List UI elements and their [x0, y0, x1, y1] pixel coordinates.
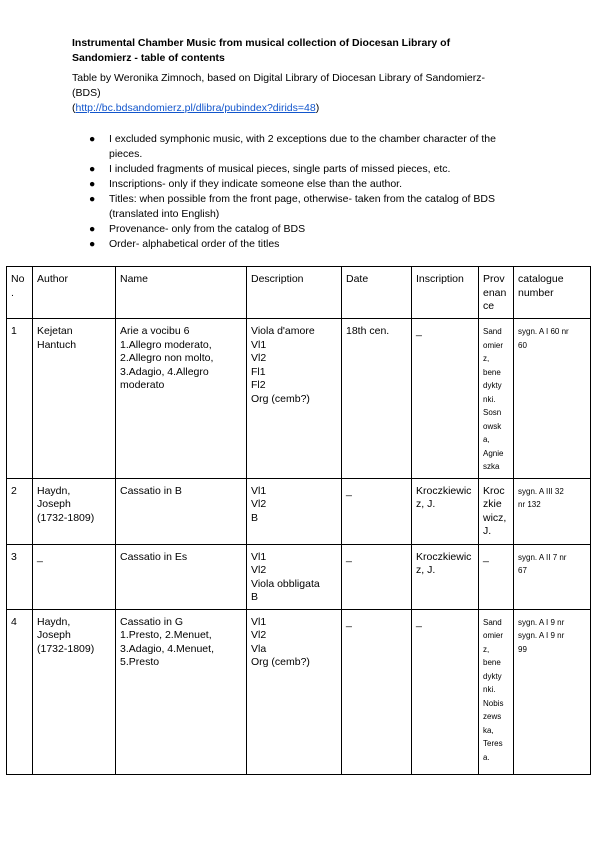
library-link[interactable]: http://bc.bdsandomierz.pl/dlibra/pubindex?dirids=48: [75, 102, 316, 114]
cell-author: Haydn, Joseph (1732-1809): [33, 609, 116, 774]
note-text: I included fragments of musical pieces, single parts of missed pieces, etc.: [109, 163, 451, 175]
cell-description: Viola d'amore Vl1 Vl2 Fl1 Fl2 Org (cemb?): [247, 319, 342, 479]
cell-description: Vl1 Vl2 Vla Org (cemb?): [247, 609, 342, 774]
header-catalogue: catalogue number: [514, 267, 591, 319]
cell-provenance: Sand omier z, bene dykty nki. Nobis zews ka, Teres a.: [479, 609, 514, 774]
cell-author: Kejetan Hantuch: [33, 319, 116, 479]
cell-no: 3: [7, 544, 33, 609]
cell-name: Cassatio in G 1.Presto, 2.Menuet, 3.Adagio, 4.Menuet, 5.Presto: [116, 609, 247, 774]
note-item: [72, 192, 522, 222]
intro-paragraph: [72, 71, 502, 116]
cell-no: 2: [7, 478, 33, 544]
header-inscription: Inscription: [412, 267, 479, 319]
note-text: Titles: when possible from the front page, otherwise- taken from the catalog of BDS (translated into English): [109, 193, 495, 220]
cell-catalogue: sygn. A III 32 nr 132: [514, 478, 591, 544]
note-text: I excluded symphonic music, with 2 exceptions due to the chamber character of the pieces.: [109, 133, 496, 160]
note-text: Provenance- only from the catalog of BDS: [109, 223, 306, 235]
cell-inscription: Kroczkiewic z, J.: [412, 544, 479, 609]
bullet-icon: ●: [89, 193, 96, 205]
cell-date: 18th cen.: [342, 319, 412, 479]
table-row: [7, 544, 591, 609]
cell-provenance: Sand omier z, bene dykty nki. Sosn owsk a, Agnie szka: [479, 319, 514, 479]
table-row: [7, 478, 591, 544]
link-close-paren: ): [315, 102, 320, 114]
bullet-icon: ●: [89, 178, 96, 190]
cell-inscription: _: [412, 609, 479, 774]
table-row: [7, 609, 591, 774]
header-date: Date: [342, 267, 412, 319]
cell-catalogue: sygn. A I 9 nr sygn. A I 9 nr 99: [514, 609, 591, 774]
header-description: Description: [247, 267, 342, 319]
cell-date: _: [342, 478, 412, 544]
cell-date: _: [342, 544, 412, 609]
link-open-paren: (: [72, 102, 76, 114]
cell-name: Cassatio in B: [116, 478, 247, 544]
note-item: [72, 162, 522, 177]
cell-author: Haydn, Joseph (1732-1809): [33, 478, 116, 544]
note-item: [72, 237, 522, 252]
cell-author: _: [33, 544, 116, 609]
cell-name: Cassatio in Es: [116, 544, 247, 609]
notes-list: [72, 132, 522, 252]
note-item: [72, 222, 522, 237]
bullet-icon: ●: [89, 223, 96, 235]
cell-catalogue: sygn. A I 60 nr 60: [514, 319, 591, 479]
header-no: No .: [7, 267, 33, 319]
cell-no: 4: [7, 609, 33, 774]
header-provenance: Prov enan ce: [479, 267, 514, 319]
cell-inscription: _: [412, 319, 479, 479]
intro-text: Table by Weronika Zimnoch, based on Digital Library of Diocesan Library of Sandomierz-(BDS): [72, 72, 486, 99]
header-author: Author: [33, 267, 116, 319]
cell-description: Vl1 Vl2 Viola obbligata B: [247, 544, 342, 609]
bullet-icon: ●: [89, 163, 96, 175]
bullet-icon: ●: [89, 238, 96, 250]
cell-provenance: Kroc zkie wicz, J.: [479, 478, 514, 544]
cell-description: Vl1 Vl2 B: [247, 478, 342, 544]
header-name: Name: [116, 267, 247, 319]
bullet-icon: ●: [89, 133, 96, 145]
table-header-row: [7, 267, 591, 319]
cell-date: _: [342, 609, 412, 774]
note-text: Inscriptions- only if they indicate someone else than the author.: [109, 178, 403, 190]
cell-no: 1: [7, 319, 33, 479]
note-item: [72, 177, 522, 192]
contents-table: [6, 266, 591, 775]
cell-inscription: Kroczkiewic z, J.: [412, 478, 479, 544]
table-row: [7, 319, 591, 479]
cell-catalogue: sygn. A II 7 nr 67: [514, 544, 591, 609]
note-item: [72, 132, 522, 162]
cell-provenance: _: [479, 544, 514, 609]
cell-name: Arie a vocibu 6 1.Allegro moderato, 2.Allegro non molto, 3.Adagio, 4.Allegro moderato: [116, 319, 247, 479]
note-text: Order- alphabetical order of the titles: [109, 238, 280, 250]
document-title: Instrumental Chamber Music from musical collection of Diocesan Library of Sandomierz - table of contents: [72, 37, 451, 64]
